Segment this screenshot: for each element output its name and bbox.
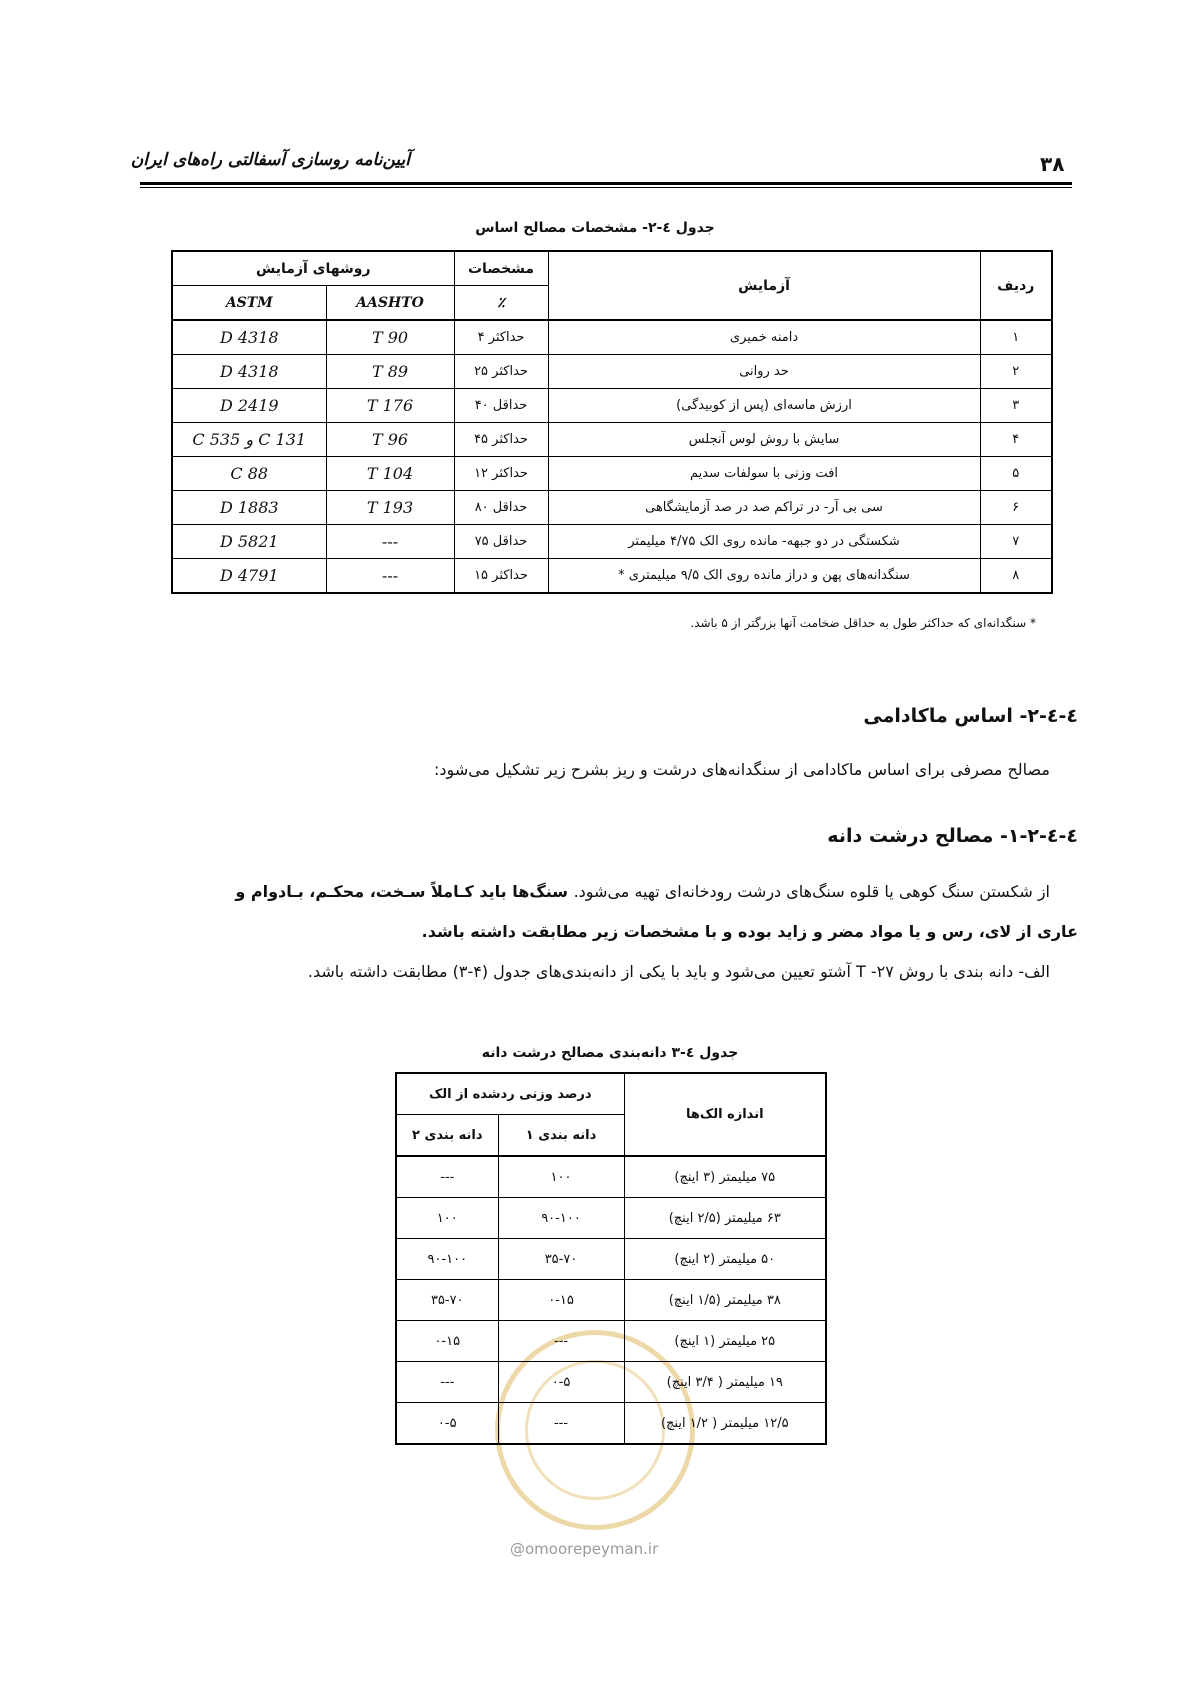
spec-value: حداقل ۸۰ — [454, 491, 548, 525]
running-header-title: آیین‌نامه روسازی آسفالتی راه‌های ایران — [130, 150, 410, 170]
test-name: حد روانی — [548, 355, 980, 389]
page-number: ۳۸ — [1040, 152, 1065, 176]
row-number: ۴ — [980, 423, 1052, 457]
spec-value: حداکثر ۱۵ — [454, 559, 548, 594]
coarse-aggregate-grading-note: الف- دانه بندی با روش ۲۷- T آشتو تعیین می‌شود و باید با یکی از دانه‌بندی‌های جدول (۴-۳) مطابقت داشته باشد. — [307, 962, 1050, 981]
sieve-size: ۵۰ میلیمتر (۲ اینچ) — [624, 1239, 826, 1280]
test-name: سنگدانه‌های پهن و دراز مانده روی الک ۹/۵ میلیمتری * — [548, 559, 980, 594]
aashto-code: T 89 — [326, 355, 454, 389]
header-grading-2: دانه بندی ۲ — [396, 1115, 498, 1157]
aashto-code: --- — [326, 559, 454, 594]
header-test: آزمایش — [548, 251, 980, 320]
paragraph-plain-text: از شکستن سنگ کوهی یا قلوه سنگ‌های درشت رودخانه‌ای تهیه می‌شود. — [573, 882, 1050, 901]
astm-code: D 4318 — [172, 355, 326, 389]
spec-value: حداکثر ۴ — [454, 320, 548, 355]
table2-caption: جدول ٤-٣ دانه‌بندی مصالح درشت دانه — [481, 1045, 739, 1061]
grading-2-value: --- — [396, 1156, 498, 1198]
header-rule-thin — [140, 187, 1072, 188]
header-test-methods: روشهای آزمایش — [172, 251, 454, 286]
grading-1-value: ۱۰۰ — [498, 1156, 624, 1198]
header-spec-unit: ٪ — [454, 286, 548, 321]
spec-value: حداقل ۴۰ — [454, 389, 548, 423]
astm-code: D 1883 — [172, 491, 326, 525]
row-number: ۶ — [980, 491, 1052, 525]
table-row — [396, 1239, 826, 1280]
test-name: سایش با روش لوس آنجلس — [548, 423, 980, 457]
header-rule-thick — [140, 182, 1072, 185]
astm-code: C 88 — [172, 457, 326, 491]
header-row-number: ردیف — [980, 251, 1052, 320]
table-row — [172, 491, 1052, 525]
aashto-code: T 193 — [326, 491, 454, 525]
grading-1-value: --- — [498, 1321, 624, 1362]
table-row — [172, 320, 1052, 355]
astm-code: C 131 و C 535 — [172, 423, 326, 457]
table-row — [172, 457, 1052, 491]
aashto-code: T 96 — [326, 423, 454, 457]
test-name: افت وزنی با سولفات سدیم — [548, 457, 980, 491]
header-astm: ASTM — [172, 286, 326, 321]
sieve-size: ۲۵ میلیمتر (۱ اینچ) — [624, 1321, 826, 1362]
grading-2-value: ۰-۵ — [396, 1403, 498, 1445]
row-number: ۸ — [980, 559, 1052, 594]
table1-footnote: * سنگدانه‌ای که حداکثر طول به حداقل ضخامت آنها بزرگتر از ۵ باشد. — [690, 616, 1036, 630]
header-percent-passing: درصد وزنی ردشده از الک — [396, 1073, 624, 1115]
row-number: ۳ — [980, 389, 1052, 423]
table-base-materials-specs — [171, 250, 1053, 594]
spec-value: حداقل ۷۵ — [454, 525, 548, 559]
table-row — [396, 1156, 826, 1198]
grading-2-value: ۳۵-۷۰ — [396, 1280, 498, 1321]
grading-2-value: --- — [396, 1362, 498, 1403]
test-name: سی بی آر- در تراکم صد در صد آزمایشگاهی — [548, 491, 980, 525]
table-row — [172, 355, 1052, 389]
table-row — [396, 1403, 826, 1445]
table-row — [396, 1321, 826, 1362]
coarse-aggregate-paragraph-line1 — [235, 882, 1050, 901]
table-coarse-aggregate-grading — [395, 1072, 827, 1445]
grading-2-value: ۰-۱۵ — [396, 1321, 498, 1362]
sieve-size: ۷۵ میلیمتر (۳ اینچ) — [624, 1156, 826, 1198]
watermark-site-label: @omoorepeyman.ir — [510, 1540, 659, 1558]
spec-value: حداکثر ۱۲ — [454, 457, 548, 491]
sieve-size: ۱۲/۵ میلیمتر ( ۱/۲ اینچ) — [624, 1403, 826, 1445]
grading-2-value: ۱۰۰ — [396, 1198, 498, 1239]
paragraph-bold-text: عاری از لای، رس و یا مواد مضر و زاید بوده و با مشخصات زیر مطابقت داشته باشد. — [421, 922, 1078, 941]
header-grading-1: دانه بندی ۱ — [498, 1115, 624, 1157]
astm-code: D 4318 — [172, 320, 326, 355]
sieve-size: ۶۳ میلیمتر (۲/۵ اینچ) — [624, 1198, 826, 1239]
coarse-aggregate-paragraph-line2 — [422, 922, 1078, 941]
grading-1-value: ۳۵-۷۰ — [498, 1239, 624, 1280]
header-sieve-size: اندازه الک‌ها — [624, 1073, 826, 1156]
grading-1-value: ۰-۱۵ — [498, 1280, 624, 1321]
table-row — [172, 525, 1052, 559]
table-row — [172, 559, 1052, 594]
astm-code: D 4791 — [172, 559, 326, 594]
aashto-code: --- — [326, 525, 454, 559]
row-number: ۷ — [980, 525, 1052, 559]
aashto-code: T 90 — [326, 320, 454, 355]
section-macadam-intro: مصالح مصرفی برای اساس ماکادامی از سنگدانه‌های درشت و ریز بشرح زیر تشکیل می‌شود: — [434, 760, 1050, 779]
row-number: ۵ — [980, 457, 1052, 491]
test-name: شکستگی در دو جبهه- مانده روی الک ۴/۷۵ میلیمتر — [548, 525, 980, 559]
spec-value: حداکثر ۴۵ — [454, 423, 548, 457]
paragraph-bold-text: سنگ‌ها باید کـاملاً سـخت، محکـم، بـادوام و — [235, 882, 574, 901]
sieve-size: ۱۹ میلیمتر ( ۳/۴ اینچ) — [624, 1362, 826, 1403]
header-spec: مشخصات — [454, 251, 548, 286]
grading-2-value: ۹۰-۱۰۰ — [396, 1239, 498, 1280]
table-row — [172, 423, 1052, 457]
test-name: دامنه خمیری — [548, 320, 980, 355]
grading-1-value: --- — [498, 1403, 624, 1445]
section-heading-coarse-aggregate: ٤-٤-٢-١- مصالح درشت دانه — [827, 825, 1078, 847]
sieve-size: ۳۸ میلیمتر (۱/۵ اینچ) — [624, 1280, 826, 1321]
header-aashto: AASHTO — [326, 286, 454, 321]
row-number: ۱ — [980, 320, 1052, 355]
astm-code: D 2419 — [172, 389, 326, 423]
table-row — [172, 389, 1052, 423]
grading-1-value: ۹۰-۱۰۰ — [498, 1198, 624, 1239]
aashto-code: T 104 — [326, 457, 454, 491]
table1-caption: جدول ٤-٢- مشخصات مصالح اساس — [475, 220, 715, 236]
table-row — [396, 1280, 826, 1321]
table-row — [396, 1362, 826, 1403]
aashto-code: T 176 — [326, 389, 454, 423]
table-row — [396, 1198, 826, 1239]
grading-1-value: ۰-۵ — [498, 1362, 624, 1403]
test-name: ارزش ماسه‌ای (پس از کوبیدگی) — [548, 389, 980, 423]
row-number: ۲ — [980, 355, 1052, 389]
section-heading-macadam-base: ٤-٤-٢- اساس ماکادامی — [863, 705, 1078, 727]
astm-code: D 5821 — [172, 525, 326, 559]
spec-value: حداکثر ۲۵ — [454, 355, 548, 389]
